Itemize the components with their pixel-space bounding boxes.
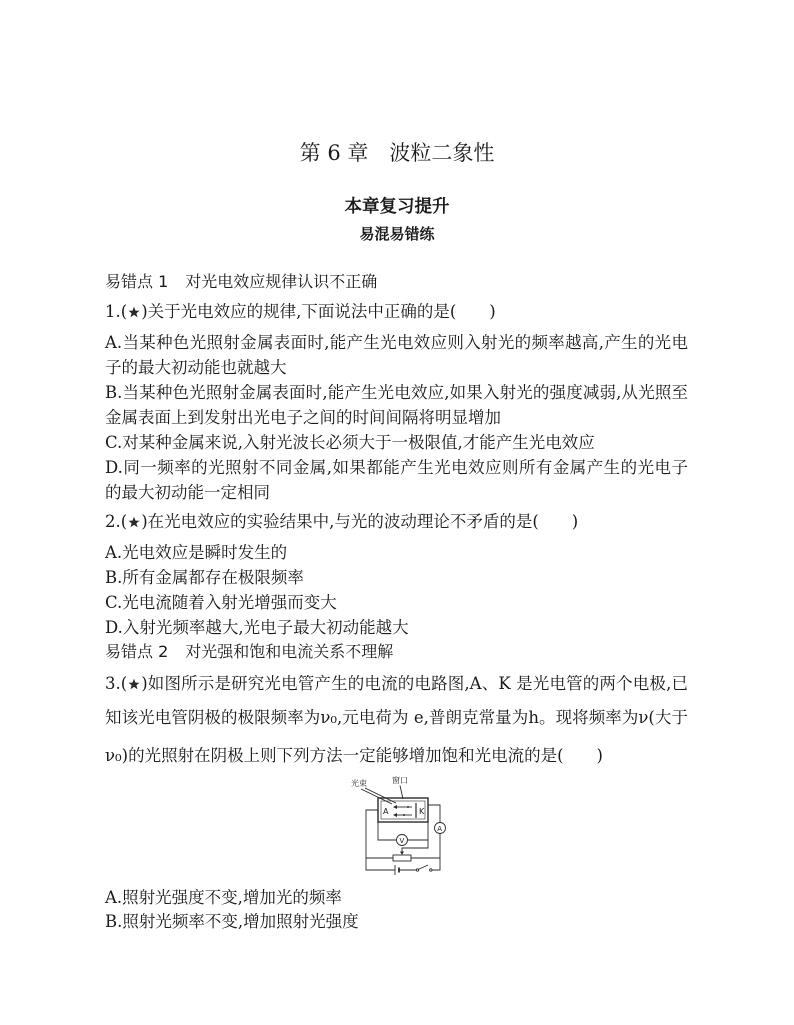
q2-option-d: D.入射光频率越大,光电子最大初动能越大 xyxy=(105,618,409,637)
error-point-title: 对光电效应规律认识不正确 xyxy=(185,272,378,291)
top-right-wire xyxy=(428,805,440,823)
question-1-stem xyxy=(105,302,496,322)
chapter-title: 第 6 章 波粒二象性 xyxy=(299,141,495,165)
slider-arrowhead xyxy=(400,852,404,856)
question-number: 3.( xyxy=(105,674,128,693)
question-stem-text: )在光电效应的实验结果中,与光的波动理论不矛盾的是( ) xyxy=(141,512,579,531)
electron-dot xyxy=(403,814,405,816)
ammeter-label: A xyxy=(437,824,443,833)
q3-option-b: B.照射光频率不变,增加照射光强度 xyxy=(105,912,359,931)
switch-contact xyxy=(416,869,418,871)
error-point-title: 对光强和饱和电流关系不理解 xyxy=(185,642,394,661)
slider-wire xyxy=(402,840,428,853)
electron-arrowhead xyxy=(393,813,397,817)
electron-dot xyxy=(407,806,409,808)
q1-option-b-line-1: B.当某种色光照射金属表面时,能产生光电效应,如果入射光的强度减弱,从光照至 xyxy=(105,383,688,402)
error-point-1-heading xyxy=(105,272,377,292)
switch-contact xyxy=(430,869,432,871)
circuit-svg xyxy=(348,772,448,884)
cathode-label: K xyxy=(419,807,425,816)
practice-title: 易混易错练 xyxy=(359,225,435,243)
q1-option-d-line-2: 的最大初动能一定相同 xyxy=(105,483,270,502)
q1-option-a-line-2: 子的最大初动能也就越大 xyxy=(105,358,287,377)
voltmeter-left-wire xyxy=(378,822,397,840)
q2-option-c: C.光电流随着入射光增强而变大 xyxy=(105,593,337,612)
q1-option-b-line-2: 金属表面上到发射出光电子之间的时间间隔将明显增加 xyxy=(105,408,501,427)
difficulty-star-icon xyxy=(128,306,140,318)
photocell-circuit-diagram xyxy=(348,772,448,884)
review-title: 本章复习提升 xyxy=(344,197,450,217)
voltmeter-label: V xyxy=(399,836,405,845)
difficulty-star-icon xyxy=(128,678,140,690)
question-stem-text: )关于光电效应的规律,下面说法中正确的是( ) xyxy=(141,302,496,321)
error-point-label: 易错点 2 xyxy=(105,642,169,661)
error-point-2-heading xyxy=(105,642,393,662)
beam-label: 光束 xyxy=(351,779,367,788)
question-stem-text: )如图所示是研究光电管产生的电流的电路图,A、K 是光电管的两个电极,已 xyxy=(141,674,688,693)
light-beam-line xyxy=(361,789,392,804)
q3-option-a: A.照射光强度不变,增加光的频率 xyxy=(105,888,342,907)
anode-label: A xyxy=(383,807,389,816)
q1-option-a-line-1: A.当某种色光照射金属表面时,能产生光电效应则入射光的频率越高,产生的光电 xyxy=(105,333,688,352)
question-3-stem-line-1 xyxy=(105,674,688,694)
question-number: 2.( xyxy=(105,512,128,531)
window-pointer-line xyxy=(400,786,403,800)
difficulty-star-icon xyxy=(128,516,140,528)
q2-option-b: B.所有金属都存在极限频率 xyxy=(105,568,304,587)
switch-lever xyxy=(419,865,429,869)
voltmeter-right-wire xyxy=(408,822,429,840)
q2-option-a: A.光电效应是瞬时发生的 xyxy=(105,543,288,562)
question-3-stem-line-3: ν₀)的光照射在阴极上则下列方法一定能够增加饱和光电流的是( ) xyxy=(105,746,603,765)
right-wire xyxy=(432,834,440,871)
q1-option-c-line-1: C.对某种金属来说,入射光波长必须大于一极限值,才能产生光电效应 xyxy=(105,433,595,452)
window-label: 窗口 xyxy=(392,776,408,785)
question-2-stem xyxy=(105,512,578,532)
question-number: 1.( xyxy=(105,302,128,321)
question-3-stem-line-2: 知该光电管阴极的极限频率为ν₀,元电荷为 e,普朗克常量为h。现将频率为ν(大于 xyxy=(105,708,688,727)
error-point-label: 易错点 1 xyxy=(105,272,169,291)
electron-arrowhead xyxy=(393,805,397,809)
rheostat xyxy=(393,855,411,861)
q1-option-d-line-1: D.同一频率的光照射不同金属,如果都能产生光电效应则所有金属产生的光电子 xyxy=(105,458,688,477)
